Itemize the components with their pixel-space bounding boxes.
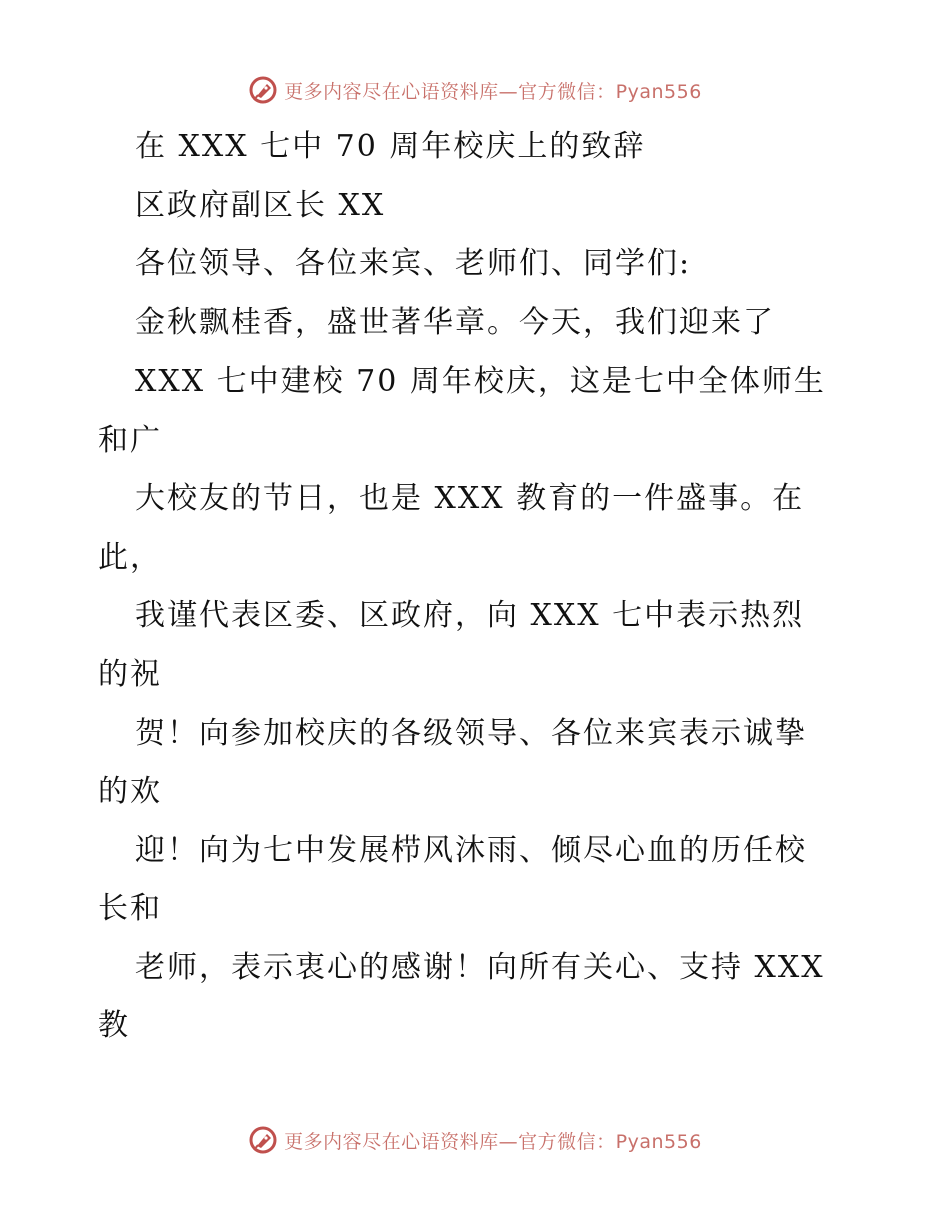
- body-line: 老师，表示衷心的感谢！向所有关心、支持 XXX: [135, 950, 825, 985]
- document-salutation: 各位领导、各位来宾、老师们、同学们:: [135, 246, 692, 281]
- body-line: 和广: [98, 423, 162, 458]
- footer-banner-text: 更多内容尽在心语资料库—官方微信：Pyan556: [284, 1130, 702, 1153]
- body-line: 大校友的节日，也是 XXX 教育的一件盛事。在: [135, 481, 805, 516]
- body-line: 的祝: [98, 657, 162, 692]
- body-line: 教: [98, 1008, 130, 1043]
- body-line: 贺！向参加校庆的各级领导、各位来宾表示诚挚: [135, 716, 807, 751]
- body-line: 长和: [98, 891, 162, 926]
- body-line: XXX 七中建校 70 周年校庆，这是七中全体师生: [135, 364, 826, 399]
- body-line: 金秋飘桂香，盛世著华章。今天，我们迎来了: [135, 305, 775, 340]
- body-line: 迎！向为七中发展栉风沐雨、倾尽心血的历任校: [135, 833, 807, 868]
- body-line: 此，: [98, 540, 162, 575]
- footer-banner: [0, 1120, 950, 1160]
- body-line: 的欢: [98, 774, 162, 809]
- document-title: 在 XXX 七中 70 周年校庆上的致辞: [135, 129, 646, 164]
- header-banner-text: 更多内容尽在心语资料库—官方微信：Pyan556: [284, 80, 702, 103]
- pen-nib-circle-icon: [248, 1125, 278, 1155]
- body-line: 我谨代表区委、区政府，向 XXX 七中表示热烈: [135, 598, 805, 633]
- document-speaker: 区政府副区长 XX: [135, 188, 386, 223]
